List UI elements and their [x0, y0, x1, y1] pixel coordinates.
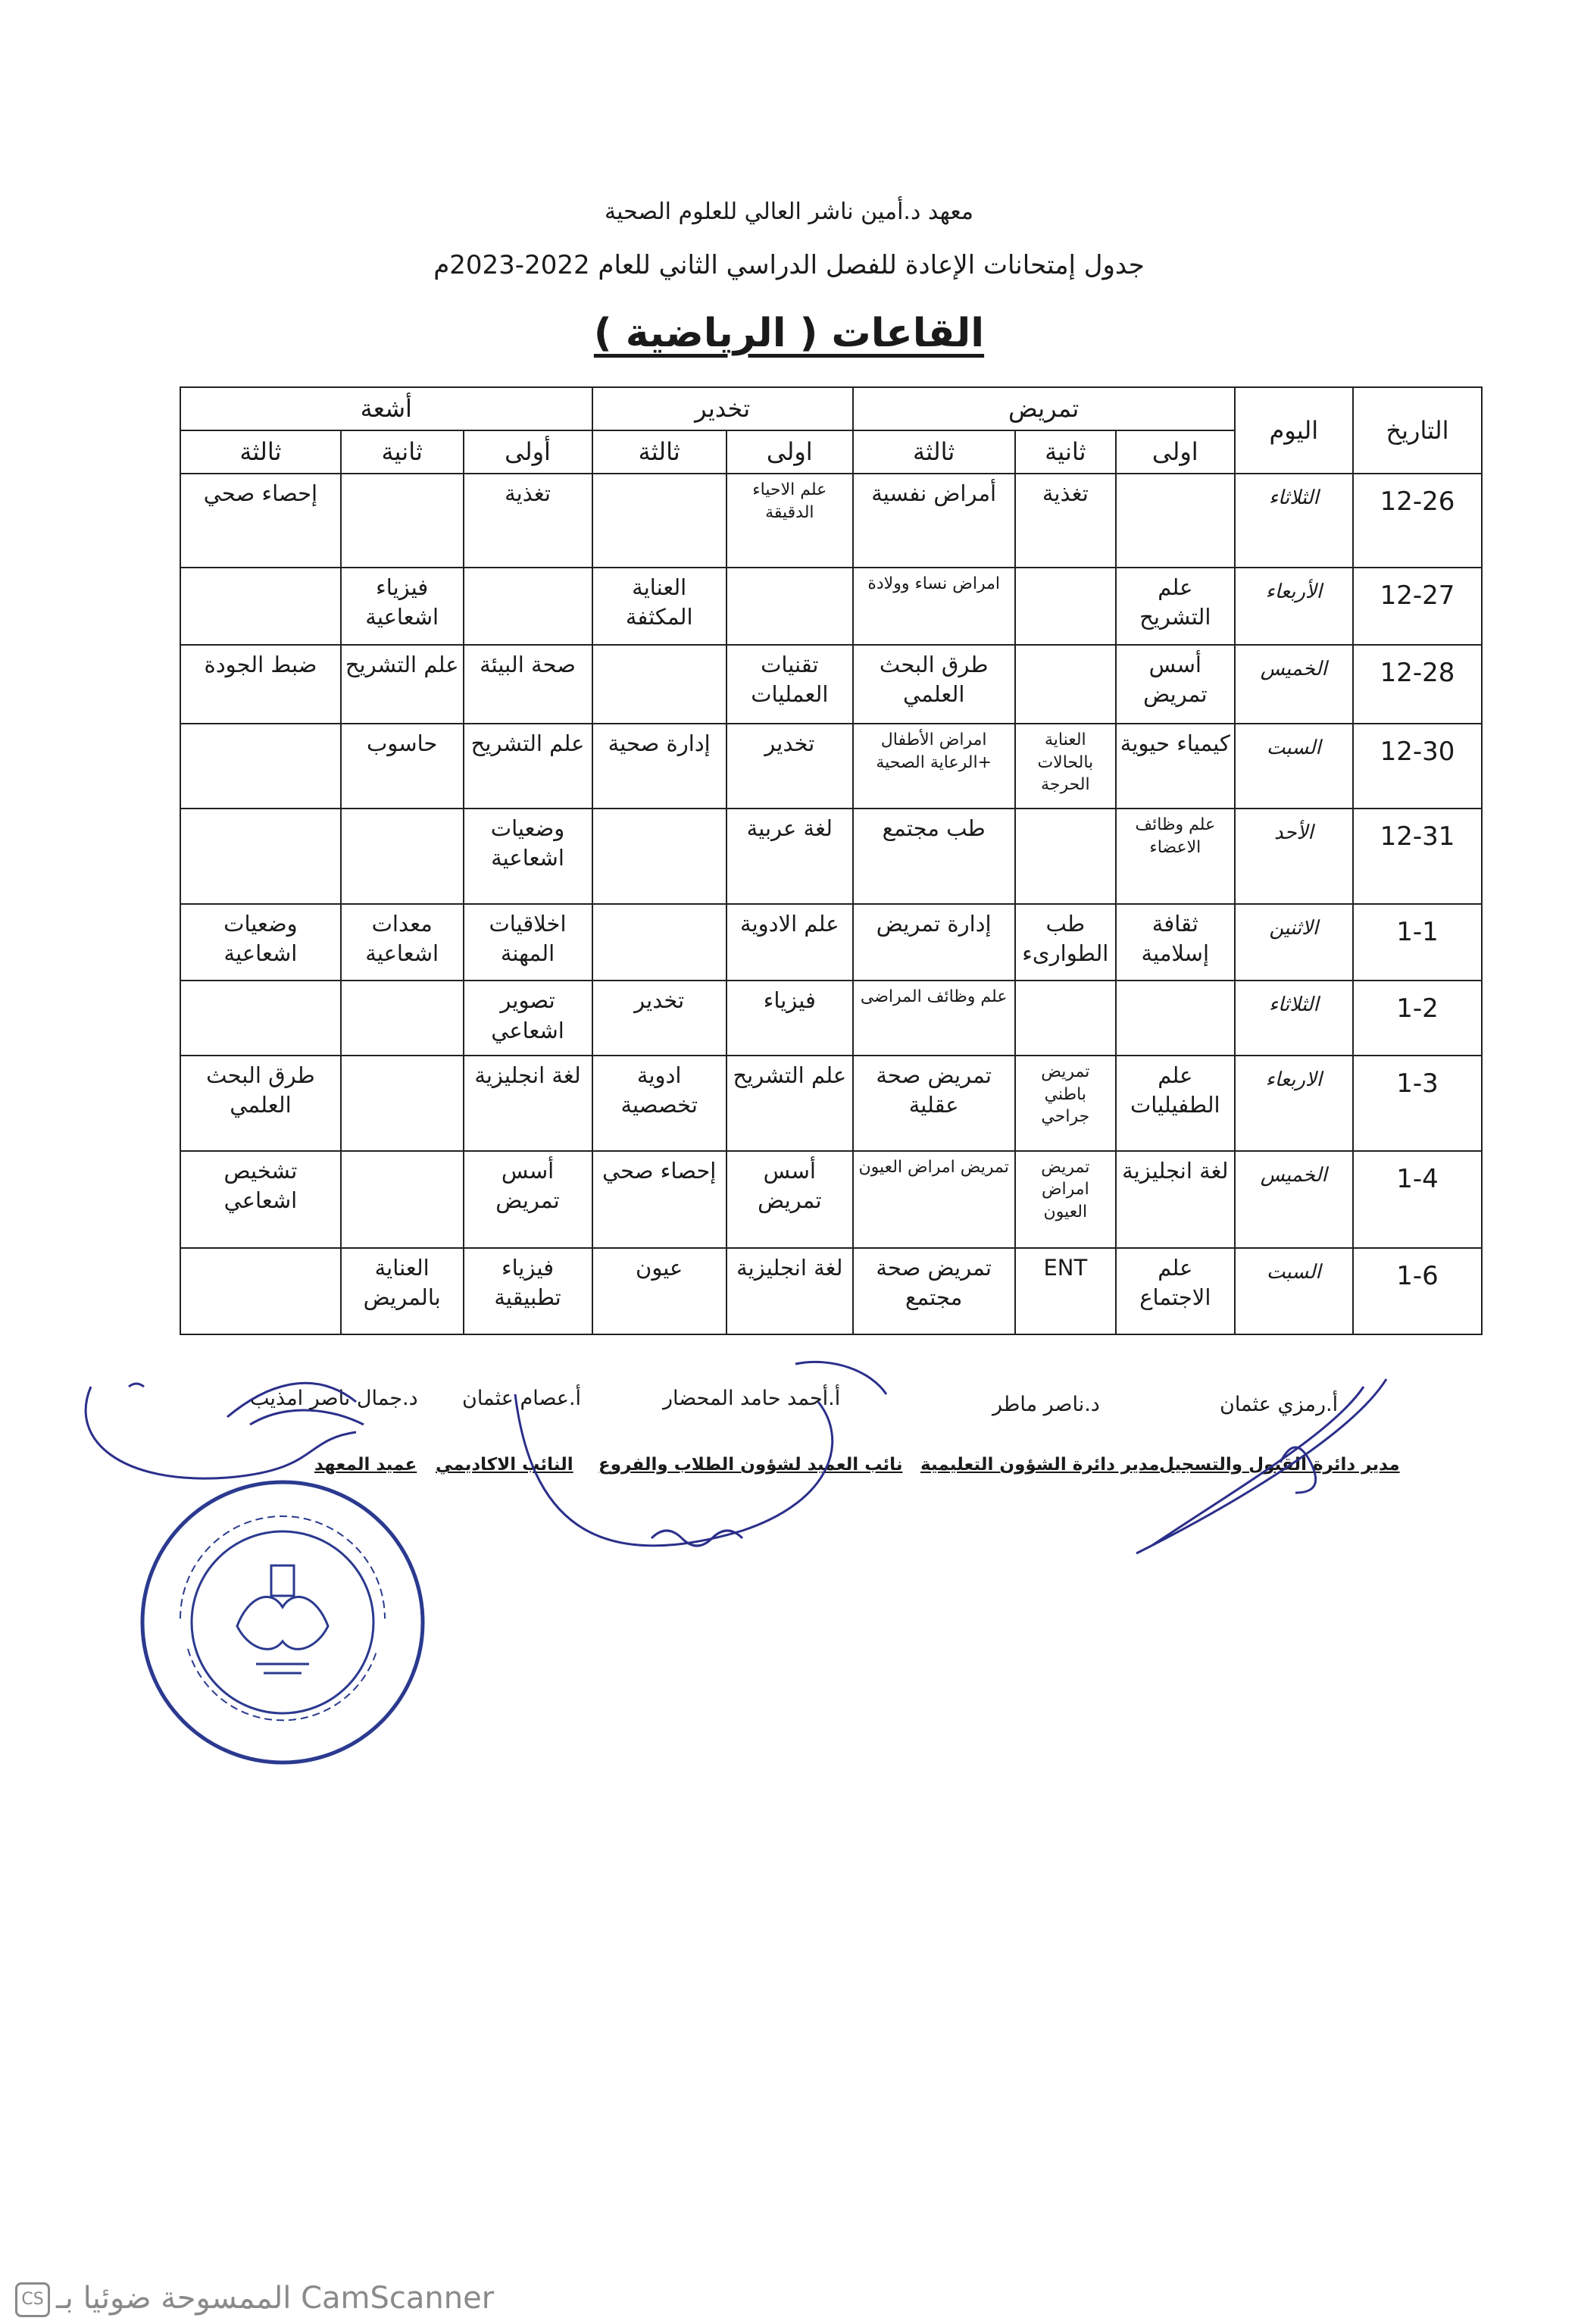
- exam-cell: علم التشريح: [727, 1056, 853, 1151]
- level-header: ثالثة: [592, 430, 727, 474]
- exam-cell: [592, 904, 727, 981]
- exam-cell: فيزياء: [727, 981, 853, 1055]
- level-header: ثالثة: [180, 430, 341, 474]
- page-title: [0, 311, 1578, 356]
- header-date: التاريخ: [1353, 387, 1482, 474]
- row-date: 1-4: [1353, 1151, 1482, 1248]
- level-header: ثانية: [341, 430, 464, 474]
- signature-name: أ.أحمد حامد المحضار: [663, 1387, 841, 1410]
- exam-cell: أمراض نفسية: [853, 474, 1015, 568]
- official-stamp: [135, 1475, 430, 1770]
- row-date: 1-3: [1353, 1056, 1482, 1151]
- header-day: اليوم: [1235, 387, 1353, 474]
- exam-cell: [180, 1248, 341, 1334]
- exam-cell: [1116, 474, 1234, 568]
- exam-cell: علم التشريح: [1116, 568, 1234, 644]
- signature-role: النائب الاكاديمي: [436, 1455, 573, 1475]
- exam-cell: [1015, 568, 1117, 644]
- exam-cell: إدارة صحية: [592, 724, 727, 809]
- exam-cell: ضبط الجودة: [180, 645, 341, 724]
- exam-cell: أسس تمريض: [1116, 645, 1234, 724]
- schedule-row: [180, 981, 1482, 1055]
- exam-cell: علم التشريح: [464, 724, 592, 809]
- exam-cell: أسس تمريض: [727, 1151, 853, 1248]
- exam-cell: [341, 474, 464, 568]
- camscanner-icon: CS: [15, 2282, 50, 2317]
- row-day: الاربعاء: [1235, 1056, 1353, 1151]
- exam-cell: تمريض باطني جراحي: [1015, 1056, 1117, 1151]
- exam-cell: العناية بالمريض: [341, 1248, 464, 1334]
- exam-cell: علم الاحياء الدقيقة: [727, 474, 853, 568]
- row-day: السبت: [1235, 1248, 1353, 1334]
- exam-cell: علم التشريح: [341, 645, 464, 724]
- exam-cell: علم وظائف الاعضاء: [1116, 809, 1234, 904]
- exam-cell: ENT: [1015, 1248, 1117, 1334]
- exam-cell: علم الادوية: [727, 904, 853, 981]
- exam-cell: [1015, 981, 1117, 1055]
- exam-cell: إحصاء صحي: [180, 474, 341, 568]
- exam-cell: تمريض امراض العيون: [1015, 1151, 1117, 1248]
- exam-cell: [341, 1151, 464, 1248]
- exam-cell: طرق البحث العلمي: [180, 1056, 341, 1151]
- exam-cell: ثقافة إسلامية: [1116, 904, 1234, 981]
- exam-cell: تمريض صحة عقلية: [853, 1056, 1015, 1151]
- exam-cell: أسس تمريض: [464, 1151, 592, 1248]
- exam-cell: لغة عربية: [727, 809, 853, 904]
- exam-cell: [180, 809, 341, 904]
- exam-cell: [180, 724, 341, 809]
- schedule-row: [180, 904, 1482, 981]
- exam-cell: فيزياء اشعاعية: [341, 568, 464, 644]
- exam-cell: تقنيات العمليات: [727, 645, 853, 724]
- dept-nursing: تمريض: [853, 387, 1235, 430]
- schedule-row: [180, 1248, 1482, 1334]
- schedule-row: [180, 474, 1482, 568]
- exam-cell: اخلاقيات المهنة: [464, 904, 592, 981]
- exam-cell: تمريض امراض العيون: [853, 1151, 1015, 1248]
- scanner-text: الممسوحة ضوئيا بـ CamScanner: [56, 2281, 495, 2316]
- exam-cell: لغة انجليزية: [464, 1056, 592, 1151]
- exam-cell: [180, 981, 341, 1055]
- signature-name: د.جمال ناصر امذيب: [250, 1387, 418, 1410]
- level-header: ثالثة: [853, 430, 1015, 474]
- exam-cell: علم الاجتماع: [1116, 1248, 1234, 1334]
- row-day: الأربعاء: [1235, 568, 1353, 644]
- exam-cell: [1116, 981, 1234, 1055]
- exam-cell: [180, 568, 341, 644]
- row-day: الأحد: [1235, 809, 1353, 904]
- row-date: 12-30: [1353, 724, 1482, 809]
- schedule-row: [180, 1151, 1482, 1248]
- row-date: 1-6: [1353, 1248, 1482, 1334]
- exam-cell: [341, 809, 464, 904]
- exam-cell: علم وظائف المراضى: [853, 981, 1015, 1055]
- signature-role: نائب العميد لشؤون الطلاب والفروع: [598, 1455, 903, 1475]
- exam-cell: [592, 809, 727, 904]
- exam-cell: لغة انجليزية: [727, 1248, 853, 1334]
- exam-cell: وضعيات اشعاعية: [180, 904, 341, 981]
- exam-cell: تصوير اشعاعي: [464, 981, 592, 1055]
- exam-cell: امراض الأطفال +الرعاية الصحية: [853, 724, 1015, 809]
- exam-cell: صحة البيئة: [464, 645, 592, 724]
- exam-cell: إدارة تمريض: [853, 904, 1015, 981]
- exam-cell: العناية بالحالات الحرجة: [1015, 724, 1117, 809]
- exam-cell: حاسوب: [341, 724, 464, 809]
- signature-role: مدير دائرة القبول والتسجيل: [1159, 1455, 1400, 1475]
- exam-cell: [341, 1056, 464, 1151]
- exam-cell: العناية المكثفة: [592, 568, 727, 644]
- signature-name: د.ناصر ماطر: [992, 1393, 1100, 1416]
- exam-cell: امراض نساء وولادة: [853, 568, 1015, 644]
- exam-cell: إحصاء صحي: [592, 1151, 727, 1248]
- exam-cell: [464, 568, 592, 644]
- level-header: أولى: [464, 430, 592, 474]
- row-date: 12-28: [1353, 645, 1482, 724]
- schedule-row: [180, 1056, 1482, 1151]
- exam-cell: علم الطفيليات: [1116, 1056, 1234, 1151]
- exam-cell: تخدير: [592, 981, 727, 1055]
- row-date: 1-1: [1353, 904, 1482, 981]
- exam-cell: وضعيات اشعاعية: [464, 809, 592, 904]
- exam-cell: طب مجتمع: [853, 809, 1015, 904]
- row-day: الاثنين: [1235, 904, 1353, 981]
- exam-cell: كيمياء حيوية: [1116, 724, 1234, 809]
- row-date: 12-27: [1353, 568, 1482, 644]
- exam-cell: ادوية تخصصية: [592, 1056, 727, 1151]
- exam-cell: عيون: [592, 1248, 727, 1334]
- row-day: الثلاثاء: [1235, 474, 1353, 568]
- signature-role: عميد المعهد: [314, 1455, 417, 1475]
- exam-cell: فيزياء تطبيقية: [464, 1248, 592, 1334]
- schedule-row: [180, 809, 1482, 904]
- schedule-row: [180, 568, 1482, 644]
- exam-cell: تخدير: [727, 724, 853, 809]
- exam-cell: لغة انجليزية: [1116, 1151, 1234, 1248]
- exam-cell: [727, 568, 853, 644]
- exam-cell: طرق البحث العلمي: [853, 645, 1015, 724]
- exam-cell: [1015, 645, 1117, 724]
- signature-name: أ.عصام عثمان: [462, 1387, 582, 1410]
- exam-cell: [1015, 809, 1117, 904]
- exam-cell: معدات اشعاعية: [341, 904, 464, 981]
- signature-name: أ.رمزي عثمان: [1220, 1393, 1339, 1416]
- row-date: 1-2: [1353, 981, 1482, 1055]
- exam-cell: تمريض صحة مجتمع: [853, 1248, 1015, 1334]
- row-day: الثلاثاء: [1235, 981, 1353, 1055]
- level-header: ثانية: [1015, 430, 1117, 474]
- dept-anesthesia: تخدير: [592, 387, 853, 430]
- schedule-subtitle: جدول إمتحانات الإعادة للفصل الدراسي الثاني للعام 2022-2023م: [433, 250, 1145, 280]
- schedule-row: [180, 645, 1482, 724]
- row-day: الخميس: [1235, 645, 1353, 724]
- exam-cell: تشخيص اشعاعي: [180, 1151, 341, 1248]
- exam-cell: [592, 645, 727, 724]
- signature-role: مدير دائرة الشؤون التعليمية: [920, 1455, 1160, 1475]
- exam-cell: تغذية: [1015, 474, 1117, 568]
- row-day: الخميس: [1235, 1151, 1353, 1248]
- row-date: 12-26: [1353, 474, 1482, 568]
- dept-radiology: أشعة: [180, 387, 592, 430]
- exam-cell: [592, 474, 727, 568]
- exam-cell: [341, 981, 464, 1055]
- exam-schedule-table: [180, 386, 1483, 1335]
- level-header: اولى: [727, 430, 853, 474]
- row-date: 12-31: [1353, 809, 1482, 904]
- exam-cell: تغذية: [464, 474, 592, 568]
- institute-name: معهد د.أمين ناشر العالي للعلوم الصحية: [605, 199, 973, 225]
- scanner-watermark: [15, 2281, 494, 2317]
- level-header: اولى: [1116, 430, 1234, 474]
- page-title-text: القاعات ( الرياضية ): [593, 311, 985, 356]
- row-day: السبت: [1235, 724, 1353, 809]
- schedule-row: [180, 724, 1482, 809]
- exam-cell: طب الطوارىء: [1015, 904, 1117, 981]
